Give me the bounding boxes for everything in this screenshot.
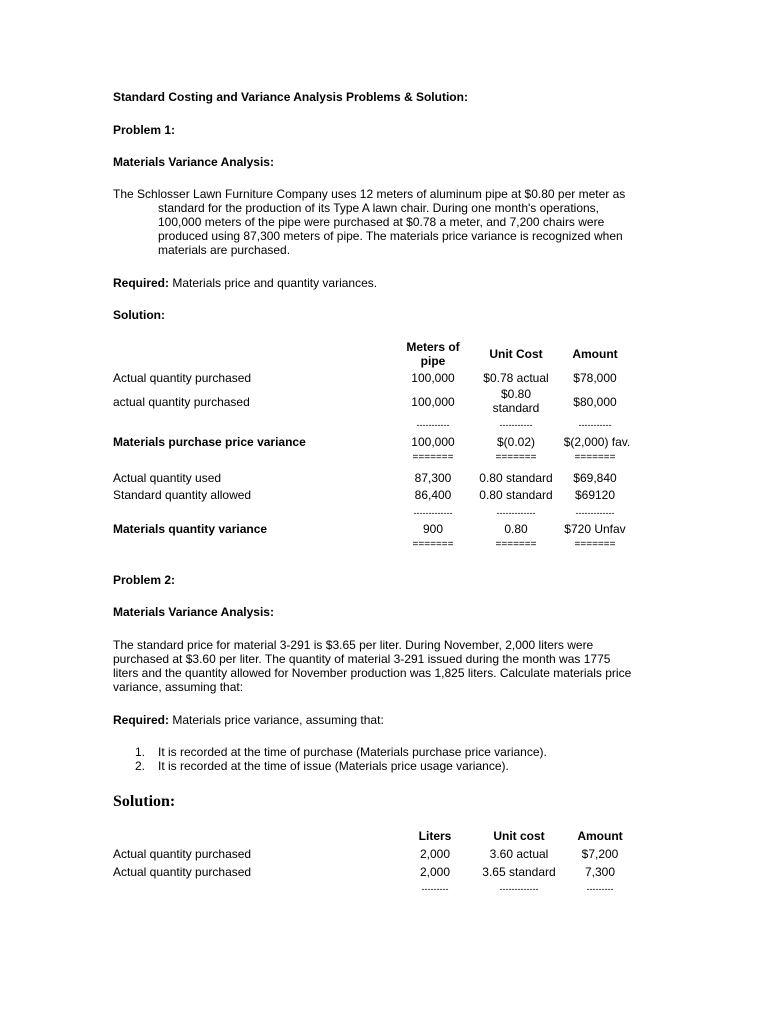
paragraph-line: 100,000 meters of the pipe were purchased at $0.78 a meter, and 7,200 chairs were xyxy=(158,215,605,229)
table-cell: 7,300 xyxy=(584,865,616,879)
paragraph-line: liters and the quantity allowed for November production was 1,825 liters. Calculate materials price xyxy=(113,666,632,680)
table-cell: 3.60 actual xyxy=(489,847,549,861)
paragraph-line: materials are purchased. xyxy=(158,243,291,257)
table-1-header-unit-cost: Unit Cost xyxy=(489,347,543,361)
separator: ----------- xyxy=(416,420,450,430)
table-cell: 0.80 xyxy=(504,522,528,536)
table-cell: $69120 xyxy=(574,488,616,502)
required-text: Materials price variance, assuming that: xyxy=(169,713,384,727)
problem-2-required xyxy=(113,713,384,727)
table-cell: $78,000 xyxy=(573,371,617,385)
paragraph-line: The Schlosser Lawn Furniture Company uses 12 meters of aluminum pipe at $0.80 per meter as xyxy=(113,187,626,201)
table-cell: $69,840 xyxy=(573,471,617,485)
problem-2-solution-label: Solution: xyxy=(113,793,176,810)
table-cell: $0.78 actual xyxy=(483,371,549,385)
table-2-header-unit-cost: Unit cost xyxy=(493,829,545,843)
table-cell: $7,200 xyxy=(581,847,619,861)
problem-2-paragraph xyxy=(113,638,673,694)
list-item-number: 2. xyxy=(135,759,146,773)
paragraph-line: variance, assuming that: xyxy=(113,680,244,694)
separator: ------------- xyxy=(413,508,453,518)
table-row-label: Standard quantity allowed xyxy=(113,488,252,502)
table-cell: 0.80 standard xyxy=(479,471,553,485)
required-text: Materials price and quantity variances. xyxy=(169,276,378,290)
problem-1-heading: Problem 1: xyxy=(113,123,176,137)
problem-2-heading: Problem 2: xyxy=(113,573,176,587)
required-label: Required: xyxy=(113,276,170,290)
paragraph-line: produced using 87,300 meters of pipe. The materials price variance is recognized when xyxy=(158,229,623,243)
separator: ======= xyxy=(495,452,537,463)
separator: ------------- xyxy=(496,508,536,518)
problem-1-subheading: Materials Variance Analysis: xyxy=(113,155,274,169)
table-row-label: Actual quantity purchased xyxy=(113,847,252,861)
table-2-header-amount: Amount xyxy=(577,829,623,843)
table-row-label: Materials purchase price variance xyxy=(113,435,306,449)
separator: --------- xyxy=(421,884,449,894)
table-cell: $80,000 xyxy=(573,395,617,409)
table-cell: 3.65 standard xyxy=(482,865,556,879)
separator: ======= xyxy=(412,539,454,550)
table-2-header-liters: Liters xyxy=(418,829,452,843)
problem-1-required xyxy=(113,276,377,290)
problem-2-subheading: Materials Variance Analysis: xyxy=(113,605,274,619)
table-cell: 87,300 xyxy=(414,471,452,485)
list-item: It is recorded at the time of issue (Materials price usage variance). xyxy=(158,759,509,773)
table-row-label: Materials quantity variance xyxy=(113,522,268,536)
separator: ======= xyxy=(495,539,537,550)
separator: ------------- xyxy=(575,508,615,518)
table-cell: 0.80 standard xyxy=(479,488,553,502)
table-cell: 2,000 xyxy=(419,847,451,861)
table-1-header-amount: Amount xyxy=(572,347,618,361)
table-1-header-meters: Meters of pipe xyxy=(406,340,460,368)
separator: ======= xyxy=(574,452,616,463)
table-cell: 100,000 xyxy=(411,395,455,409)
separator: --------- xyxy=(586,884,614,894)
document-title: Standard Costing and Variance Analysis Problems & Solution: xyxy=(113,90,468,104)
table-cell: $(0.02) xyxy=(496,435,536,449)
separator: ======= xyxy=(412,452,454,463)
table-cell: 2,000 xyxy=(419,865,451,879)
table-cell: 100,000 xyxy=(411,371,455,385)
separator: ======= xyxy=(574,539,616,550)
table-row-label: actual quantity purchased xyxy=(113,395,250,409)
table-cell: 100,000 xyxy=(411,435,455,449)
table-cell: 900 xyxy=(422,522,444,536)
paragraph-line: standard for the production of its Type A lawn chair. During one month's operations, xyxy=(158,201,599,215)
table-cell: $(2,000) fav. xyxy=(563,435,631,449)
table-row-label: Actual quantity used xyxy=(113,471,222,485)
separator: ------------- xyxy=(499,884,539,894)
table-row-label: Actual quantity purchased xyxy=(113,371,252,385)
separator: ----------- xyxy=(578,420,612,430)
problem-1-paragraph xyxy=(113,187,653,257)
list-item-number: 1. xyxy=(135,745,146,759)
table-cell: $720 Unfav xyxy=(564,522,626,536)
table-row-label: Actual quantity purchased xyxy=(113,865,252,879)
list-item: It is recorded at the time of purchase (Materials purchase price variance). xyxy=(158,745,547,759)
table-cell: $0.80 standard xyxy=(492,387,540,415)
required-label: Required: xyxy=(113,713,170,727)
table-cell: 86,400 xyxy=(414,488,452,502)
problem-1-solution-label: Solution: xyxy=(113,308,165,322)
paragraph-line: The standard price for material 3-291 is $3.65 per liter. During November, 2,000 liters were xyxy=(113,638,594,652)
paragraph-line: purchased at $3.60 per liter. The quantity of material 3-291 issued during the month was 1775 xyxy=(113,652,611,666)
separator: ----------- xyxy=(499,420,533,430)
